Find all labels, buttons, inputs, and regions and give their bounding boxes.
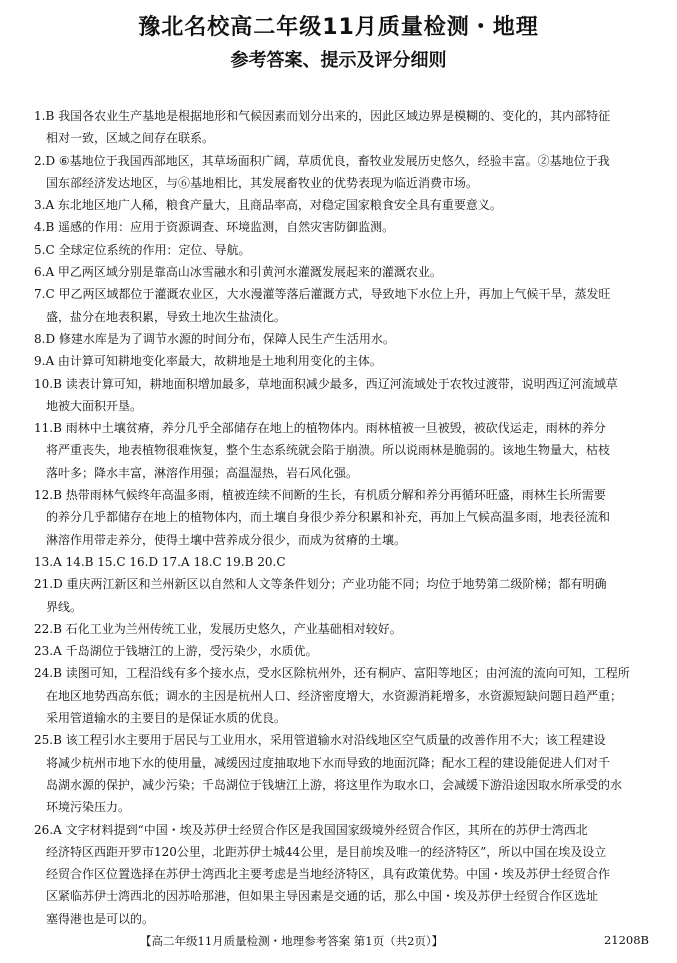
answer-continuation-line: 落叶多；降水丰富，淋溶作用强；高温湿热，岩石风化强。 — [46, 465, 359, 480]
answer-item — [34, 573, 646, 618]
answer-continuation-line: 盛，盐分在地表积累，导致土地次生盐渍化。 — [46, 309, 287, 324]
answer-item — [34, 239, 646, 261]
answer-item — [34, 373, 646, 418]
answer-continuation-line: 地被大面积开垦。 — [46, 398, 143, 413]
answer-item — [34, 105, 646, 150]
answer-continuation-line: 在地区地势西高东低；调水的主因是杭州人口、经济密度增大，水资源消耗增多，水资源短缺问题日趋严重； — [46, 688, 623, 703]
page-title: 豫北名校高二年级11月质量检测・地理 — [138, 15, 539, 40]
answer-line: 12.B 热带雨林气候终年高温多雨，植被连续不间断的生长，有机质分解和养分再循环旺盛，雨林生长所需要 — [34, 488, 606, 503]
answer-line: 2.D ⑥基地位于我国西部地区，其草场面积广阔，草质优良，畜牧业发展历史悠久，经验丰富。②基地位于我 — [34, 153, 610, 168]
answer-item — [34, 618, 646, 640]
answer-item — [34, 194, 646, 216]
answer-line: 5.C 全球定位系统的作用：定位、导航。 — [34, 242, 251, 257]
answer-list — [34, 105, 646, 930]
answer-continuation-line: 相对一致，区域之间存在联系。 — [46, 131, 215, 146]
answer-line: 21.D 重庆两江新区和兰州新区以自然和人文等条件划分；产业功能不同；均位于地势第二级阶梯；都有明确 — [34, 577, 607, 592]
answer-line: 24.B 读图可知，工程沿线有多个接水点，受水区除杭州外，还有桐庐、富阳等地区；由河流的流向可知，工程所 — [34, 666, 630, 681]
answer-line: 26.A 文字材料提到“中国・埃及苏伊士经贸合作区是我国国家级境外经贸合作区，其所在的苏伊士湾西北 — [34, 822, 588, 837]
answer-continuation-line: 国东部经济发达地区，与⑥基地相比，其发展畜牧业的优势表现为临近消费市场。 — [46, 175, 479, 190]
answer-line: 22.B 石化工业为兰州传统工业，发展历史悠久，产业基础相对较好。 — [34, 621, 402, 636]
answer-continuation-line: 经济特区西距开罗市120公里，北距苏伊士城44公里，是目前埃及唯一的经济特区”，所以中国在埃及设立 — [46, 844, 607, 859]
answer-continuation-line: 淋溶作用带走养分，使得土壤中营养成分很少，而成为贫瘠的土壤。 — [46, 532, 407, 547]
answer-item — [34, 640, 646, 662]
answer-continuation-line: 区紧临苏伊士湾西北的因苏哈那港，但如果主导因素是交通的话，那么中国・埃及苏伊士经贸合作区选址 — [46, 889, 599, 904]
answer-line: 6.A 甲乙两区域分别是靠高山冰雪融水和引黄河水灌溉发展起来的灌溉农业。 — [34, 265, 442, 280]
answer-item — [34, 150, 646, 195]
answer-continuation-line: 的养分几乎都储存在地上的植物体内，而土壤自身很少养分积累和补充，再加上气候高温多雨，地表径流和 — [46, 510, 611, 525]
answer-continuation-line: 环境污染压力。 — [46, 800, 131, 815]
answer-line: 10.B 读表计算可知，耕地面积增加最多，草地面积减少最多，西辽河流域处于农牧过渡带，说明西辽河流域草 — [34, 376, 618, 391]
answer-item — [34, 328, 646, 350]
answer-line: 8.D 修建水库是为了调节水源的时间分布，保障人民生产生活用水。 — [34, 331, 395, 346]
answer-item — [34, 417, 646, 484]
answer-item — [34, 662, 646, 729]
answer-item — [34, 283, 646, 328]
answer-line: 13.A 14.B 15.C 16.D 17.A 18.C 19.B 20.C — [34, 554, 286, 569]
answer-item — [34, 551, 646, 573]
answer-item — [34, 484, 646, 551]
answer-line: 25.B 该工程引水主要用于居民与工业用水，采用管道输水对沿线地区空气质量的改善作用不大；该工程建设 — [34, 733, 606, 748]
answer-line: 7.C 甲乙两区域都位于灌溉农业区，大水漫灌等落后灌溉方式，导致地下水位上升，再加上气候干旱，蒸发旺 — [34, 287, 611, 302]
answer-line: 4.B 遥感的作用：应用于资源调查、环境监测，自然灾害防御监测。 — [34, 220, 395, 235]
answer-continuation-line: 经贸合作区位置选择在苏伊士湾西北主要考虑是当地经济特区，具有政策优势。中国・埃及苏伊士经贸合作 — [46, 867, 611, 882]
answer-continuation-line: 采用管道输水的主要目的是保证水质的优良。 — [46, 711, 287, 726]
answer-item — [34, 729, 646, 818]
answer-line: 23.A 千岛湖位于钱塘江的上游，受污染少，水质优。 — [34, 644, 318, 659]
answer-item — [34, 261, 646, 283]
document-code: 21208B — [603, 933, 649, 947]
answer-continuation-line: 岛湖水源的保护，减少污染；千岛湖位于钱塘江上游，将这里作为取水口，会减缓下游沿途因取水所承受的水 — [46, 777, 623, 792]
answer-continuation-line: 界线。 — [46, 599, 83, 614]
answer-line: 9.A 由计算可知耕地变化率最大，故耕地是土地利用变化的主体。 — [34, 354, 382, 369]
answer-continuation-line: 将严重丧失，地表植物很难恢复，整个生态系统就会陷于崩溃。所以说雨林是脆弱的。该地生物量大，枯枝 — [46, 443, 611, 458]
answer-line: 11.B 雨林中土壤贫瘠，养分几乎全部储存在地上的植物体内。雨林植被一旦被毁，被砍伐运走，雨林的养分 — [34, 421, 606, 436]
answer-continuation-line: 塞得港也是可以的。 — [46, 911, 155, 926]
answer-item — [34, 216, 646, 238]
answer-line: 1.B 我国各农业生产基地是根据地形和气候因素而划分出来的，因此区域边界是模糊的、变化的，其内部特征 — [34, 109, 611, 123]
page-subtitle: 参考答案、提示及评分细则 — [230, 50, 447, 71]
answer-item — [34, 350, 646, 372]
answer-continuation-line: 将减少杭州市地下水的使用量，减缓因过度抽取地下水而导致的地面沉降；配水工程的建设能促进人们对千 — [46, 755, 611, 770]
answer-item — [34, 819, 646, 930]
answer-line: 3.A 东北地区地广人稀，粮食产量大，且商品率高，对稳定国家粮食安全具有重要意义。 — [34, 198, 502, 213]
page-footer: 【高二年级11月质量检测・地理参考答案 第1页（共2页）】 — [140, 934, 444, 948]
